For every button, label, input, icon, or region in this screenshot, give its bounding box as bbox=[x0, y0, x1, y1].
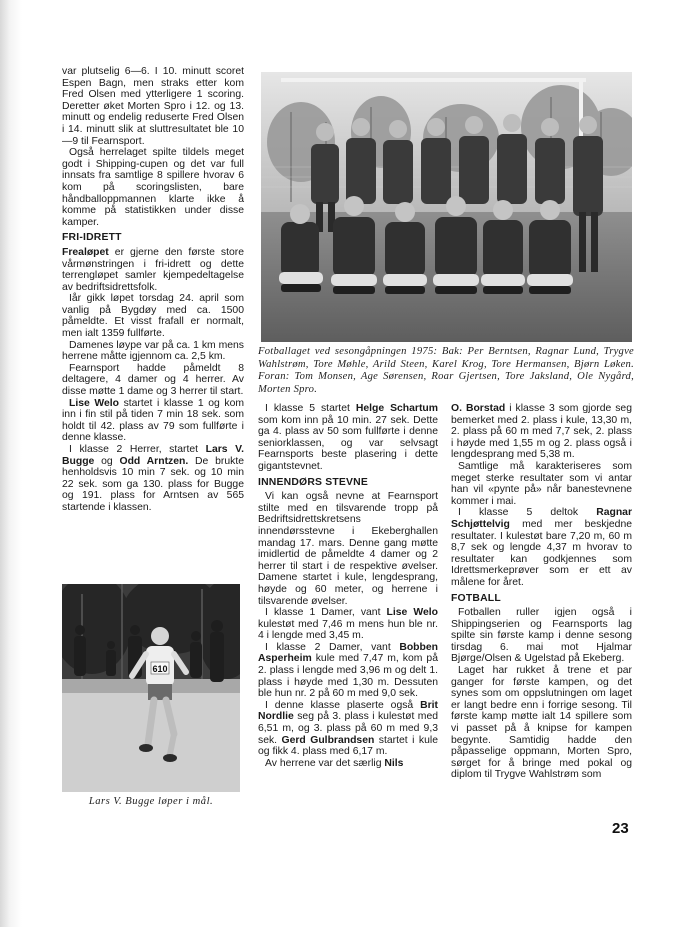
paragraph: I klasse 5 startet Helge Schartum som kom inn på 10 min. 27 sek. Dette ga 4. plass av 50 som fullførte i denne seniorklassen, og var selvsagt Fearnsports beste plasering i dette gigantstevnet. bbox=[258, 403, 439, 472]
paragraph: Også herrelaget spilte tildels meget godt i Shipping-cupen og det var full innsats fra samtlige 8 spillere hvorav 6 kom på scoringslisten, bare håndballoppmannen klarte ikke å komme på statistikken under disse kamper. bbox=[62, 147, 244, 228]
paragraph: O. Borstad i klasse 3 som gjorde seg bemerket med 2. plass i kule, 13,30 m, 2. plass på 60 m med 7,7 sek, 2. plass i høyde med 1,55 m og 2. plass også i lengdesprang med 5,38 m. bbox=[451, 403, 632, 461]
bold-name: Bobben Asperheim bbox=[258, 641, 438, 665]
paragraph: I klasse 5 deltok Ragnar Schjøttelvig med mer beskjedne resultater. I kulestøt bare 7,20 m, 60 m 8,7 sek og lengde 4,37 m hvorav to resultater kan godkjennes som Idrettsmerkeprøver som er ett av målene for året. bbox=[451, 507, 632, 588]
paragraph: Frealøpet er gjerne den første store vårmønstringen i fri-idrett og dette terrengløpet samler kjempedeltagelse av bedriftsidrettsfolk. bbox=[62, 246, 244, 293]
paragraph: Samtlige må karakteriseres som meget sterke resultater som vi antar han vil «pynte på» når banestevnene kommer i mai. bbox=[451, 460, 632, 507]
bold-name: Gerd Gulbrandsen bbox=[281, 734, 375, 746]
text-column-middle bbox=[258, 403, 438, 769]
paragraph: I klasse 2 Herrer, startet Lars V. Bugge og Odd Arntzen. De brukte henholdsvis 10 min 7 sek. og 10 min 22 sek. som ga 130. plass for Bugge og 191. plass for Arntsen av 565 startende i klassen. bbox=[62, 444, 244, 513]
runner-photo bbox=[62, 584, 240, 792]
paragraph: Damenes løype var på ca. 1 km mens herrene måtte igjennom ca. 2,5 km. bbox=[62, 339, 244, 363]
bold-name: Brit Nordlie bbox=[258, 699, 438, 723]
runner-photo-caption: Lars V. Bugge løper i mål. bbox=[88, 796, 214, 807]
paragraph: var plutselig 6—6. I 10. minutt scoret Espen Bagn, men straks etter kom Fred Olsen med ytterligere 1 scoring. Deretter øket Morten Spro i 12. og 13. minutt og endelig reduserte Fred Olsen i 14. minutt slik at sluttresultatet ble 10—9 til Fearnsport. bbox=[62, 66, 244, 147]
bold-name: Lise Welo bbox=[386, 607, 438, 619]
team-photo bbox=[261, 72, 632, 342]
bold-name: Ragnar Schjøttelvig bbox=[451, 507, 632, 530]
section-heading-innendors-stevne: INNENDØRS STEVNE bbox=[258, 476, 369, 488]
runner-bib-number: 610 bbox=[152, 664, 168, 674]
bold-term: Frealøpet bbox=[62, 246, 109, 258]
paragraph: Lise Welo startet i klasse 1 og kom inn i fin stil på tiden 7 min 18 sek. som holdt til 42. plass av 79 som fullførte i denne klasse. bbox=[62, 397, 245, 444]
section-heading-fotball: FOTBALL bbox=[451, 592, 501, 604]
paragraph: Vi kan også nevne at Fearnsport stilte med en tilsvarende tropp på Bedriftsidrettskretsens innendørsstevne i Ekeberghallen mandag 17. mars. Denne gang møtte imidlertid de påmeldte 4 damer og 2 herrer til start i de respektive øvelser. Damene startet i kule, lengdesprang, høyde og 60 meter, og herrene i tilsvarende øvelser. bbox=[258, 491, 438, 607]
section-heading-fri-idrett: FRI-IDRETT bbox=[62, 232, 122, 244]
page-number: 23 bbox=[612, 820, 629, 837]
bold-name: Lars V. Bugge bbox=[62, 444, 244, 467]
paragraph: Fotballen ruller igjen også i Shippingserien og Fearnsports lag spilte sin første kamp i denne sesong tirsdag 6. mai mot Hjalmar Bjørge/Olsen & Ugelstad på Ekeberg. bbox=[451, 607, 632, 665]
paragraph: Fearnsport hadde påmeldt 8 deltagere, 4 damer og 4 herrer. Av disse møtte 1 dame og 3 herrer til start. bbox=[62, 362, 244, 398]
bold-name: Odd Arntzen. bbox=[119, 455, 189, 467]
bold-name: Nils bbox=[384, 757, 404, 769]
bold-name: Helge Schartum bbox=[355, 403, 439, 414]
bold-name: Lise Welo bbox=[69, 397, 119, 409]
paragraph: Iår gikk løpet torsdag 24. april som vanlig på Bygdøy med ca. 1500 påmeldte. Et visst frafall er normalt, men ialt 1359 fullførte. bbox=[62, 293, 244, 340]
paragraph: Laget har rukket å trene et par ganger for første kampen, og det synes som om oppslutningen om laget er langt bedre enn i forrige sesong. Til første kamp møtte ialt 14 spillere som vi passet på å knipse for kampen begynte. Samtidig hadde den påpasselige oppmann, Morten Spro, sørget for å bringe med pokal og diplom til Trygve Wahlstrøm som bbox=[451, 665, 632, 781]
paragraph: Av herrene var det særlig Nils bbox=[265, 757, 404, 769]
paragraph: I denne klasse plaserte også Brit Nordlie seg på 3. plass i kulestøt med 6,51 m, og 3. plass på 60 m med 9,3 sek. Gerd Gulbrandsen startet i kule og fikk 4. plass med 6,17 m. bbox=[258, 699, 438, 758]
paragraph: I klasse 2 Damer, vant Bobben Asperheim kule med 7,47 m, kom på 2. plass i lengde med 3,96 m og delt 1. plass i høyde med 1,30 m. Dessuten ble hun nr. 2 på 60 m med 9,0 sek. bbox=[258, 641, 438, 700]
text-column-left bbox=[62, 66, 244, 514]
team-photo-caption: Fotballaget ved sesongåpningen 1975: Bak: Per Berntsen, Ragnar Lund, Trygve Wahlstrøm, Tore Møhle, Arild Steen, Karel Krog, Tore Hermansen, Bjørn Løken. Foran: Tom Monsen, Age Sørensen, Roar Gjertsen, Tore Jaksland, Ole Nygård, Morten Spro. bbox=[258, 346, 634, 395]
bold-name: O. Borstad bbox=[451, 403, 506, 414]
paragraph: I klasse 1 Damer, vant Lise Welo kulestøt med 7,46 m mens hun ble nr. 4 i lengde med 3,45 m. bbox=[258, 607, 438, 642]
text-column-right bbox=[451, 403, 632, 781]
